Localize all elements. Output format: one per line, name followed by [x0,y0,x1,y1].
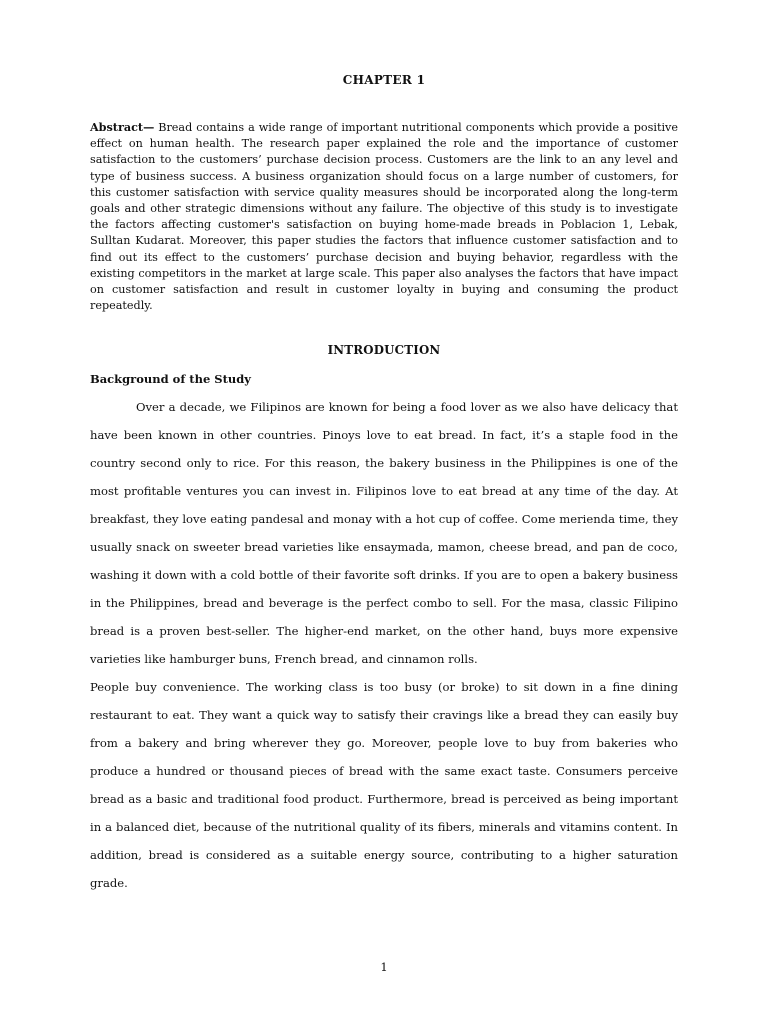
abstract-paragraph [90,119,678,314]
chapter-title: CHAPTER 1 [342,73,426,87]
abstract-text: Bread contains a wide range of important nutritional components which provide a positive effect on human health. The research paper explained the role and the importance of customer satisfaction to the customers’ purchase decision process. Customers are the link to an any level and type of business success. A business organization should focus on a large number of customers, for this customer satisfaction with service quality measures should be incorporated along the long-term goals and other strategic dimensions without any failure. The objective of this study is to investigate the factors affecting customer's satisfaction on buying home-made breads in Poblacion 1, Lebak, Sulltan Kudarat. Moreover, this paper studies the factors that influence customer satisfaction and to find out its effect to the customers’ purchase decision and buying behavior, regardless with the existing competitors in the market at large scale. This paper also analyses the factors that have impact on customer satisfaction and result in customer loyalty in buying and consuming the product repeatedly. [90,121,678,313]
document-page [90,0,678,1024]
body-paragraph-1: Over a decade, we Filipinos are known for being a food lover as we also have delicacy that have been known in other countries. Pinoys love to eat bread. In fact, it’s a staple food in the country second only to rice. For this reason, the bakery business in the Philippines is one of the most profitable ventures you can invest in. Filipinos love to eat bread at any time of the day. At breakfast, they love eating pandesal and monay with a hot cup of coffee. Come merienda time, they usually snack on sweeter bread varieties like ensaymada, mamon, cheese bread, and pan de coco, washing it down with a cold bottle of their favorite soft drinks. If you are to open a bakery business in the Philippines, bread and beverage is the perfect combo to sell. For the masa, classic Filipino bread is a proven best-seller. The higher-end market, on the other hand, buys more expensive varieties like hamburger buns, French bread, and cinnamon rolls. [90,400,678,666]
abstract-label: Abstract— [90,120,155,134]
background-heading: Background of the Study [90,372,251,386]
body-paragraph-2: People buy convenience. The working class is too busy (or broke) to sit down in a fine dining restaurant to eat. They want a quick way to satisfy their cravings like a bread they can easily buy from a bakery and bring wherever they go. Moreover, people love to buy from bakeries who produce a hundred or thousand pieces of bread with the same exact taste. Consumers perceive bread as a basic and traditional food product. Furthermore, bread is perceived as being important in a balanced diet, because of the nutritional quality of its fibers, minerals and vitamins content. In addition, bread is considered as a suitable energy source, contributing to a higher saturation grade. [90,680,678,890]
page-number: 1 [380,960,388,974]
introduction-heading: INTRODUCTION [327,343,441,357]
